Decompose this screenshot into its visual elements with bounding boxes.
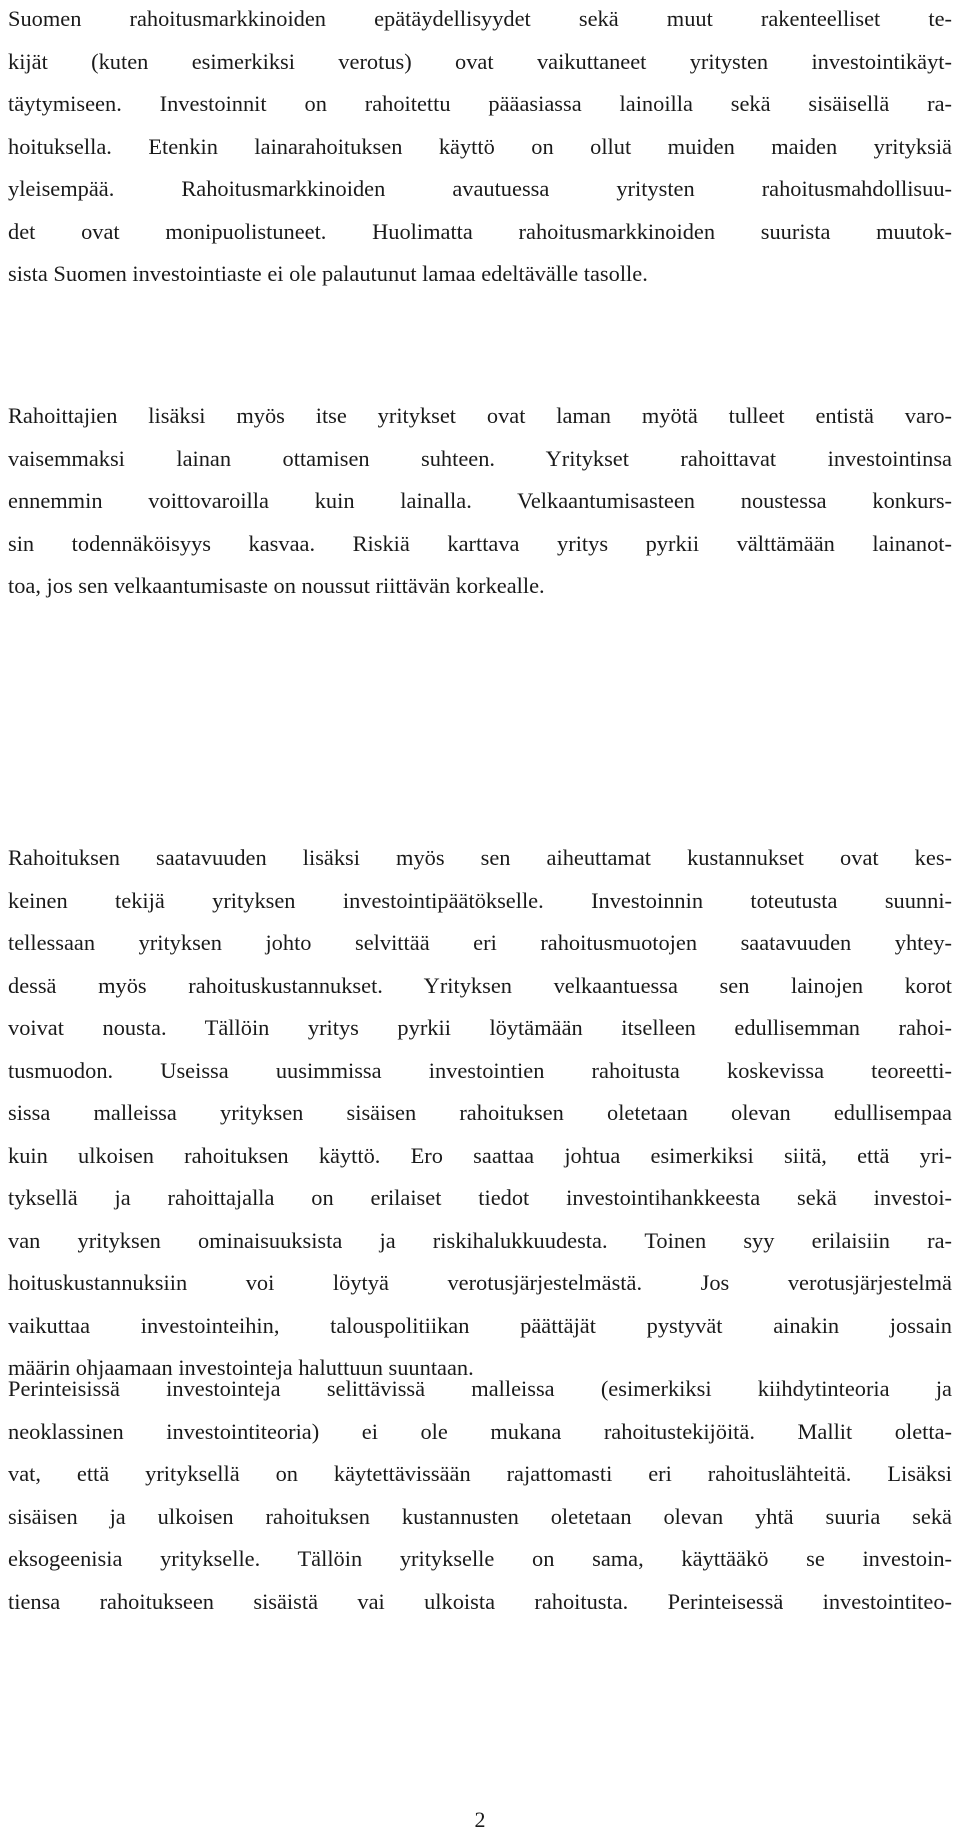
text-line: det ovat monipuolistuneet. Huolimatta rahoitusmarkkinoiden suurista muutok-	[8, 218, 952, 244]
text-line: tellessaan yrityksen johto selvittää eri rahoitusmuotojen saatavuuden yhtey-	[8, 930, 952, 955]
text-line: toa, jos sen velkaantumisaste on noussut riittävän korkealle.	[8, 573, 545, 598]
text-line: voivat nousta. Tällöin yritys pyrkii löytämään itselleen edullisemman rahoi-	[8, 1015, 952, 1040]
paragraph-4	[8, 1368, 952, 1623]
text-line: hoituskustannuksiin voi löytyä verotusjärjestelmästä. Jos verotusjärjestelmä	[8, 1270, 952, 1295]
paragraph-3	[8, 837, 952, 1390]
text-line: hoituksella. Etenkin lainarahoituksen käyttö on ollut muiden maiden yrityksiä	[8, 133, 952, 159]
text-line: neoklassinen investointiteoria) ei ole mukana rahoitustekijöitä. Mallit oletta-	[8, 1418, 952, 1444]
paragraph-2	[8, 395, 952, 608]
text-line: Rahoituksen saatavuuden lisäksi myös sen aiheuttamat kustannukset ovat kes-	[8, 845, 952, 870]
text-line: tiensa rahoitukseen sisäistä vai ulkoista rahoitusta. Perinteisessä investointiteo-	[8, 1588, 952, 1614]
text-line: Perinteisissä investointeja selittävissä malleissa (esimerkiksi kiihdytinteoria ja	[8, 1376, 952, 1401]
text-line: sin todennäköisyys kasvaa. Riskiä karttava yritys pyrkii välttämään lainanot-	[8, 530, 952, 556]
text-line: tyksellä ja rahoittajalla on erilaiset tiedot investointihankkeesta sekä investoi-	[8, 1185, 952, 1210]
paragraph-1	[8, 0, 952, 296]
text-line: vat, että yrityksellä on käytettävissään rajattomasti eri rahoituslähteitä. Lisäksi	[8, 1461, 952, 1486]
text-line: kuin ulkoisen rahoituksen käyttö. Ero saattaa johtua esimerkiksi siitä, että yri-	[8, 1142, 952, 1168]
text-line: täytymiseen. Investoinnit on rahoitettu pääasiassa lainoilla sekä sisäisellä ra-	[8, 91, 952, 116]
text-line: dessä myös rahoituskustannukset. Yrityksen velkaantuessa sen lainojen korot	[8, 972, 952, 998]
text-line: yleisempää. Rahoitusmarkkinoiden avautuessa yritysten rahoitusmahdollisuu-	[8, 176, 952, 201]
text-line: vaisemmaksi lainan ottamisen suhteen. Yritykset rahoittavat investointinsa	[8, 445, 952, 471]
text-line: sisäisen ja ulkoisen rahoituksen kustannusten oletetaan olevan yhtä suuria sekä	[8, 1503, 952, 1529]
page-number: 2	[474, 1807, 486, 1832]
text-line: van yrityksen ominaisuuksista ja riskihalukkuudesta. Toinen syy erilaisiin ra-	[8, 1227, 952, 1253]
text-line: ennemmin voittovaroilla kuin lainalla. Velkaantumisasteen noustessa konkurs-	[8, 488, 952, 513]
text-line: kijät (kuten esimerkiksi verotus) ovat vaikuttaneet yritysten investointikäyt-	[8, 48, 952, 74]
text-line: Rahoittajien lisäksi myös itse yritykset ovat laman myötä tulleet entistä varo-	[8, 403, 952, 428]
text-line: vaikuttaa investointeihin, talouspolitiikan päättäjät pystyvät ainakin jossain	[8, 1312, 952, 1338]
text-line: sissa malleissa yrityksen sisäisen rahoituksen oletetaan olevan edullisempaa	[8, 1100, 952, 1125]
text-line: tusmuodon. Useissa uusimmissa investointien rahoitusta koskevissa teoreetti-	[8, 1057, 952, 1083]
text-line: sista Suomen investointiaste ei ole palautunut lamaa edeltävälle tasolle.	[8, 261, 648, 286]
text-line: määrin ohjaamaan investointeja haluttuun suuntaan.	[8, 1355, 474, 1380]
text-line: Suomen rahoitusmarkkinoiden epätäydellisyydet sekä muut rakenteelliset te-	[8, 6, 952, 31]
text-line: eksogeenisia yritykselle. Tällöin yritykselle on sama, käyttääkö se investoin-	[8, 1546, 952, 1571]
text-line: keinen tekijä yrityksen investointipäätökselle. Investoinnin toteutusta suunni-	[8, 887, 952, 913]
